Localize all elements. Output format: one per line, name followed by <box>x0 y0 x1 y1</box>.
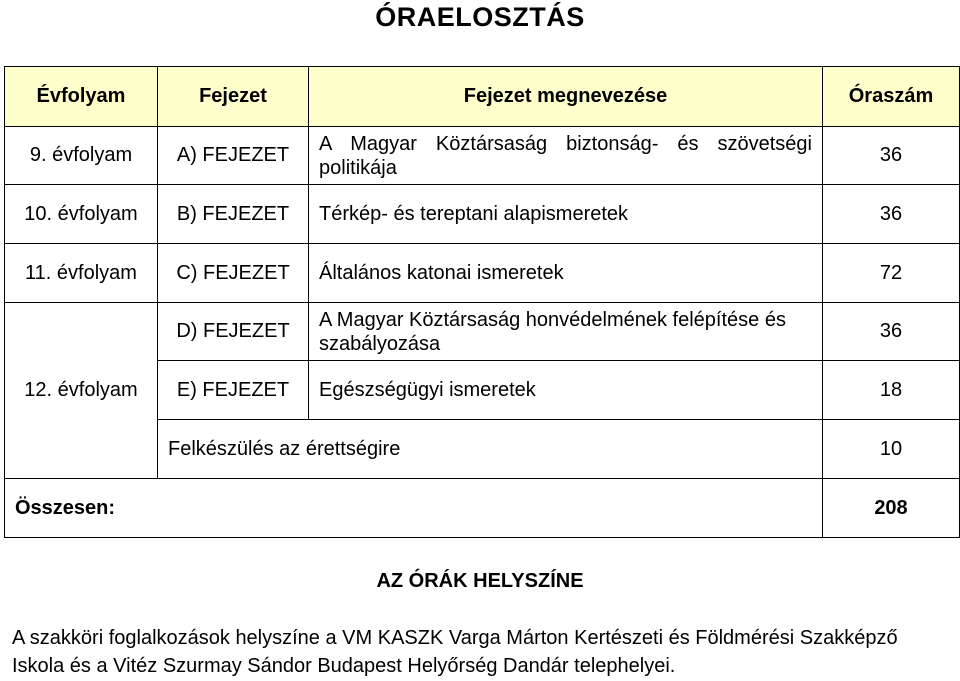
location-line-1: A szakköri foglalkozások helyszíne a VM KASZK Varga Márton Kertészeti és Földmérési Szakképző <box>12 627 898 649</box>
hours-cell: 36 <box>823 303 960 361</box>
total-value: 208 <box>823 479 960 538</box>
header-hours: Óraszám <box>823 67 960 127</box>
chapter-cell: E) FEJEZET <box>158 361 309 420</box>
location-line-2: Iskola és a Vitéz Szurmay Sándor Budapest Helyőrség Dandár telephelyei. <box>12 655 676 677</box>
grade-cell: 11. évfolyam <box>5 244 158 303</box>
grade-cell: 9. évfolyam <box>5 127 158 185</box>
location-paragraph <box>12 624 952 680</box>
hours-cell: 72 <box>823 244 960 303</box>
header-grade: Évfolyam <box>5 67 158 127</box>
chapter-name-cell: Általános katonai ismeretek <box>309 244 823 303</box>
grade-cell: 10. évfolyam <box>5 185 158 244</box>
chapter-name-cell: A Magyar Köztársaság honvédelmének felépítése és szabályozása <box>309 303 823 361</box>
schedule-table <box>4 66 960 538</box>
chapter-cell: A) FEJEZET <box>158 127 309 185</box>
total-label: Összesen: <box>5 479 823 538</box>
chapter-name-cell: Egészségügyi ismeretek <box>309 361 823 420</box>
grade-cell: 12. évfolyam <box>5 303 158 479</box>
chapter-name-cell: A Magyar Köztársaság biztonság- és szövetségi politikája <box>309 127 823 185</box>
location-heading: AZ ÓRÁK HELYSZÍNE <box>376 570 584 592</box>
table-row <box>5 303 960 361</box>
hours-cell: 36 <box>823 127 960 185</box>
chapter-name-cell: Térkép- és tereptani alapismeretek <box>309 185 823 244</box>
chapter-cell: B) FEJEZET <box>158 185 309 244</box>
total-row <box>5 479 960 538</box>
hours-cell: 18 <box>823 361 960 420</box>
table-row <box>5 244 960 303</box>
chapter-cell: D) FEJEZET <box>158 303 309 361</box>
page-title: ÓRAELOSZTÁS <box>375 2 585 32</box>
hours-cell: 36 <box>823 185 960 244</box>
table-row <box>5 127 960 185</box>
header-chapter: Fejezet <box>158 67 309 127</box>
table-row <box>5 185 960 244</box>
chapter-cell: C) FEJEZET <box>158 244 309 303</box>
hours-cell: 10 <box>823 420 960 479</box>
table-header-row <box>5 67 960 127</box>
chapter-name-cell: Felkészülés az érettségire <box>158 420 823 479</box>
header-chapter-name: Fejezet megnevezése <box>309 67 823 127</box>
